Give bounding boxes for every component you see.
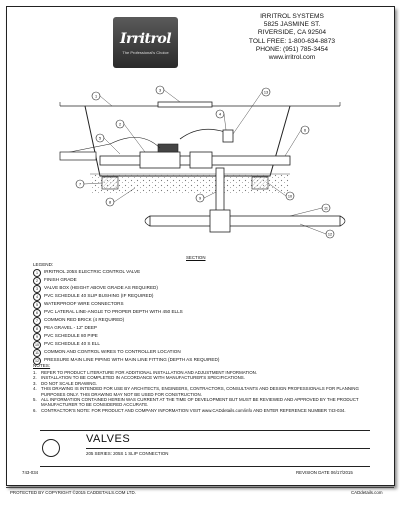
revision-date: REVISION DATE 06/17/2015 (296, 470, 353, 475)
company-address2: RIVERSIDE, CA 92504 (257, 29, 327, 37)
legend-text: PRESSURE MAIN LINE PIPING WITH MAIN LINE FITTING (DEPTH AS REQUIRED) (44, 357, 220, 363)
notes (33, 370, 363, 413)
note-number: 1. (33, 370, 37, 375)
logo-brand: Irritrol (119, 31, 172, 47)
drawing-number: 743-034 (22, 470, 39, 475)
company-web[interactable]: www.irritrol.com (268, 54, 316, 62)
callout-number: 11 (324, 206, 328, 211)
legend-item (33, 293, 219, 301)
note-number: 3. (33, 380, 37, 386)
footer-divider (6, 487, 394, 488)
callout-number: 13 (263, 90, 269, 95)
callout-number: 6 (303, 128, 307, 133)
callout-number: 9 (198, 196, 202, 201)
note-text: INSTALLATION TO BE COMPLETED IN ACCORDANCE WITH MANUFACTURER'S SPECIFICATIONS. (41, 375, 245, 381)
legend-number: 3 (33, 285, 41, 293)
legend-number: 11 (33, 349, 41, 357)
callout-number: 12 (327, 232, 333, 237)
notes-title: NOTES: (33, 363, 51, 368)
legend-text: PVC LATERAL LINE-ANGLE TO PROPER DEPTH WITH 450 ELLS (44, 309, 183, 315)
legend-text: PEA GRAVEL - 12" DEEP (44, 325, 97, 331)
drawing-title: VALVES (86, 433, 131, 445)
legend-item (33, 349, 219, 357)
company-tollfree: TOLL FREE: 1-800-634-8873 (248, 37, 336, 45)
callout-number: 4 (218, 112, 222, 117)
legend-number: 6 (33, 309, 41, 317)
legend-number: 2 (33, 277, 41, 285)
drawing-subtitle: 205 SERIES: 205S 1 SLIP CONNECTION (86, 451, 169, 456)
legend-item (33, 309, 219, 317)
legend-number: 9 (33, 333, 41, 341)
title-divider-bottom (40, 466, 370, 467)
legend-text: PVC SCHEDULE 40 SLIP BUSHING (IF REQUIRED) (44, 293, 154, 299)
legend-item (33, 301, 219, 309)
legend-number: 12 (35, 358, 39, 363)
irritrol-logo (113, 17, 178, 68)
legend-number: 7 (33, 317, 41, 325)
copyright-text: PROTECTED BY COPYRIGHT ©2015 CADDETAILS.COM LTD. (10, 490, 136, 495)
legend-text: FINISH GRADE (44, 277, 77, 283)
note-text: CONTRACTOR'S NOTE: FOR PRODUCT AND COMPANY INFORMATION VISIT www.CADdetails.com/info AND ENTER REFERENCE NUMBER 743-034. (41, 407, 346, 413)
callout-number: 1 (94, 94, 98, 99)
legend-number: 4 (33, 293, 41, 301)
legend-item (33, 277, 219, 285)
title-divider-mid (86, 448, 370, 449)
legend-text: WATERPROOF WIRE CONNECTORS (44, 301, 124, 307)
company-phone: PHONE: (951) 785-3454 (255, 45, 329, 53)
callout-number: 3 (158, 88, 162, 93)
legend-text: IRRITROL 205S ELECTRIC CONTROL VALVE (44, 269, 141, 275)
legend-title: LEGEND: (33, 262, 54, 267)
legend-text: COMMON AND CONTROL WIRES TO CONTROLLER LOCATION (44, 349, 181, 355)
company-name: IRRITROL SYSTEMS (260, 13, 324, 20)
title-divider-top (40, 430, 370, 431)
legend-item (33, 285, 219, 293)
caddetails-link[interactable]: CADdetails.com (351, 490, 383, 495)
note-number: 4. (33, 386, 37, 392)
legend-number: 10 (35, 342, 39, 347)
company-info (232, 13, 352, 62)
note-text: ALL INFORMATION CONTAINED HEREIN WAS CURRENT AT THE TIME OF DEVELOPMENT BUT MUST BE REVIEWED AND APPROVED BY THE PRODUCT MANUFACTURER TO BE CONSIDERED ACCURATE. (41, 397, 359, 408)
logo-tagline: The Professional's Choice (122, 50, 169, 55)
legend-number: 8 (33, 325, 41, 333)
note-text: THIS DRAWING IS INTENDED FOR USE BY ARCHITECTS, ENGINEERS, CONTRACTORS, CONSULTANTS AND DESIGN PROFESSIONALS FOR PLANNING PURPOSES ONLY. THIS DRAWING MAY NOT BE USED FOR CONSTRUCTION. (41, 386, 359, 397)
callout-number: 10 (287, 194, 293, 199)
callout-number: 7 (78, 182, 82, 187)
legend-item (33, 325, 219, 333)
note-number: 6. (33, 407, 37, 413)
note-number: 2. (33, 375, 37, 381)
note-item (33, 408, 363, 413)
legend-item (33, 317, 219, 325)
legend-text: VALVE BOX (HEIGHT ABOVE GRADE AS REQUIRED) (44, 285, 158, 291)
callout-number: 5 (98, 136, 102, 141)
legend-item (33, 269, 219, 277)
company-address1: 5825 JASMINE ST. (263, 21, 321, 29)
legend-number: 5 (33, 301, 41, 309)
note-number: 5. (33, 397, 37, 403)
note-text: REFER TO PRODUCT LITERATURE FOR ADDITIONAL INSTALLATION AND ADJUSTMENT INFORMATION. (41, 370, 258, 375)
section-label: SECTION (186, 255, 206, 260)
legend-text: PVC SCHEDULE 80 PIPE (44, 333, 98, 339)
callout-number: 8 (108, 200, 112, 205)
legend-number: 1 (33, 269, 41, 277)
legend (33, 262, 219, 365)
note-item (33, 397, 363, 408)
legend-item (33, 357, 219, 365)
valve-section-drawing (40, 84, 360, 264)
legend-item (33, 333, 219, 341)
note-item (33, 386, 363, 397)
callout-number: 2 (118, 122, 122, 127)
legend-item (33, 341, 219, 349)
note-text: DO NOT SCALE DRAWING. (41, 380, 98, 386)
legend-text: COMMON RED BRICK (4 REQUIRED) (44, 317, 125, 323)
legend-text: PVC SCHEDULE 40 S ELL (44, 341, 100, 347)
title-circle (42, 439, 60, 457)
